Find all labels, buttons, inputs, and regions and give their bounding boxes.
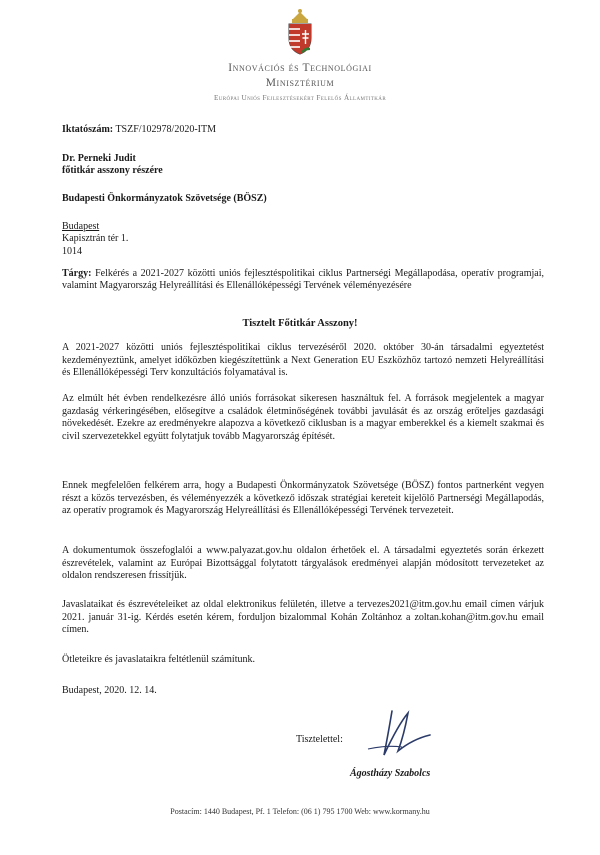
body-paragraph-6: Ötleteikre és javaslataikra feltétlenül számítunk.: [62, 654, 255, 665]
reference-number: [62, 124, 216, 136]
coat-of-arms-icon: [283, 8, 317, 56]
reference-label: Iktatószám:: [62, 124, 114, 135]
footer-contact: Postacím: 1440 Budapest, Pf. 1 Telefon: (06 1) 795 1700 Web: www.kormany.hu: [170, 807, 430, 816]
recipient-organization: Budapesti Önkormányzatok Szövetsége (BÖSZ): [62, 193, 267, 204]
recipient-city: Budapest: [62, 221, 100, 232]
recipient-zip: 1014: [62, 246, 82, 257]
subject-text: Felkérés a 2021-2027 közötti uniós fejlesztéspolitikai ciklus Partnerségi Megállapodása, operatív programjai, valamint Magyarország Helyreállítási és Ellenállóképességi Tervének véleményezésére: [62, 268, 544, 292]
subject-block: [62, 268, 544, 293]
recipient-name: Dr. Perneki Judit: [62, 153, 136, 164]
reference-value: TSZF/102978/2020-ITM: [115, 124, 216, 135]
body-paragraph-2: Az elmúlt hét évben rendelkezésre álló uniós forrásokat sikeresen használtuk fel. A források megjelentek a magyar gazdaság vérkeringésében, elősegítve a családok életminőségének további javulását és az ország erőteljes gazdasági növekedését. Ezekre az eredményekre alapozva a következő ciklusban is a magyar emberekkel és a kiemelt szakmai és civil szervezetekkel együtt folytatjuk tovább Magyarország építését.: [62, 393, 544, 442]
body-paragraph-5: Javaslataikat és észrevételeiket az oldal elektronikus felületén, illetve a tervezes2021@itm.gov.hu email címen várjuk 2021. január 31-ig. Kérdés esetén kérem, forduljon bizalommal Kohán Zoltánhoz a zoltan.kohan@itm.gov.hu email címen.: [62, 599, 544, 636]
subject-label: Tárgy:: [62, 268, 92, 279]
recipient-title: főtitkár asszony részére: [62, 165, 163, 176]
salutation: Tisztelt Főtitkár Asszony!: [242, 318, 358, 329]
body-paragraph-3: Ennek megfelelően felkérem arra, hogy a Budapesti Önkormányzatok Szövetsége (BÖSZ) fontos partnerként vegyen részt a közös tervezésben, és véleményezzék a következő időszak stratégiai kereteit kijelölő Partnerségi Megállapodás, az operatív programok és Magyarország Helyreállítási és Ellenállóképességi Tervének tervezeteit.: [62, 480, 544, 517]
recipient-street: Kapisztrán tér 1.: [62, 233, 129, 244]
ministry-name-line1: Innovációs és Technológiai: [228, 62, 372, 74]
ministry-name-line2: Minisztérium: [265, 77, 335, 89]
ministry-subtitle: Európai Uniós Fejlesztésekért Felelős Államtitkár: [213, 94, 387, 102]
closing-text: Tisztelettel:: [296, 734, 343, 745]
body-paragraph-4: A dokumentumok összefoglalói a www.palyazat.gov.hu oldalon érhetőek el. A társadalmi egyeztetés során érkezett észrevételek, valamint az Európai Bizottsággal folytatott tárgyalások eredményei alapján módosított tervezeteket az oldalon rendszeresen frissítjük.: [62, 545, 544, 582]
letter-date: Budapest, 2020. 12. 14.: [62, 685, 157, 696]
signature-icon: [338, 705, 448, 767]
body-paragraph-1: A 2021-2027 közötti uniós fejlesztéspolitikai ciklus tervezéséről 2020. október 30-án társadalmi egyeztetést kezdeményeztünk, amelyet időközben kiegészítettünk a Next Generation EU Eszközhöz tartozó nemzeti Helyreállítási és Ellenállóképességi Terv konzultációs folyamatával is.: [62, 342, 544, 379]
signer-name: Ágostházy Szabolcs: [350, 768, 431, 779]
